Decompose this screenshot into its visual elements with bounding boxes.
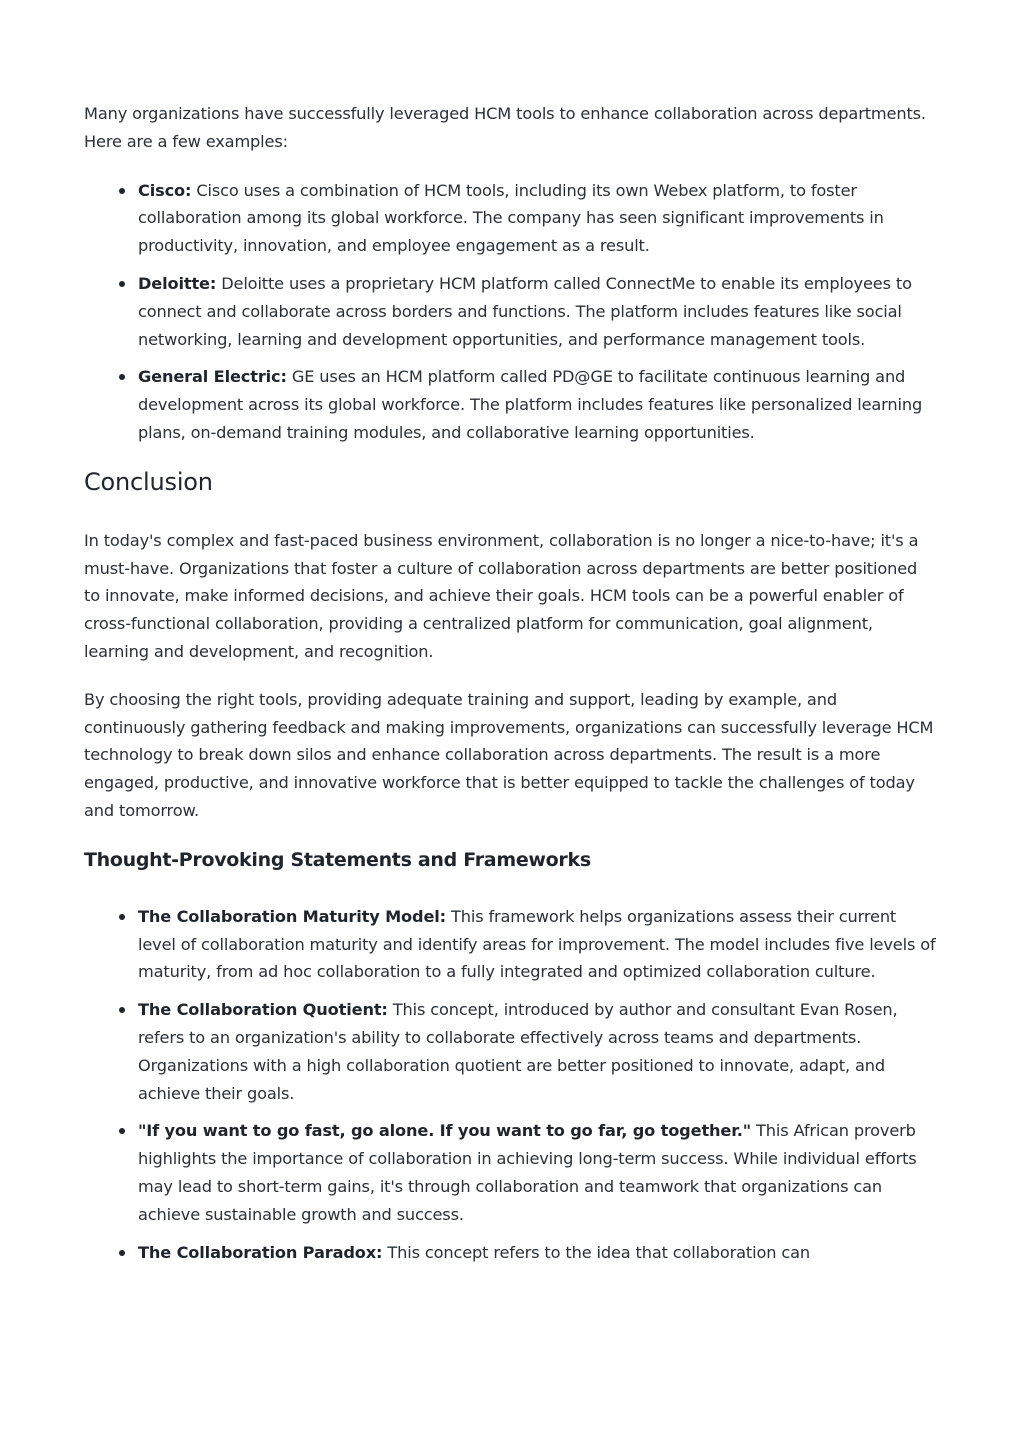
- list-item-text: This concept, introduced by author and consultant Evan Rosen, refers to an organization's ability to collaborate effectively across teams and departments. Organizations with a high collaboration quotient are better positioned to innovate, adapt, and achieve their goals.: [138, 1000, 898, 1103]
- list-item-cisco: [138, 177, 936, 260]
- list-item-maturity-model: [138, 903, 936, 986]
- examples-list: [84, 177, 936, 447]
- list-item-title: The Collaboration Maturity Model:: [138, 906, 447, 926]
- list-item-text: Cisco uses a combination of HCM tools, including its own Webex platform, to foster collaboration among its global workforce. The company has seen significant improvements in productivity, innovation, and employee engagement as a result.: [138, 180, 884, 256]
- list-item-collaboration-quotient: [138, 996, 936, 1107]
- list-item-text: This concept refers to the idea that collaboration can: [382, 1242, 810, 1262]
- conclusion-heading: Conclusion: [84, 467, 213, 496]
- list-item-text: Deloitte uses a proprietary HCM platform called ConnectMe to enable its employees to connect and collaborate across borders and functions. The platform includes features like social networking, learning and development opportunities, and performance management tools.: [138, 273, 912, 349]
- list-item-title: Cisco:: [138, 180, 192, 200]
- list-item-text: This framework helps organizations assess their current level of collaboration maturity and identify areas for improvement. The model includes five levels of maturity, from ad hoc collaboration to a fully integrated and optimized collaboration culture.: [138, 906, 936, 982]
- list-item-title: "If you want to go fast, go alone. If you want to go far, go together.": [138, 1121, 752, 1141]
- list-item-text: This African proverb highlights the importance of collaboration in achieving long-term success. While individual efforts may lead to short-term gains, it's through collaboration and teamwork that organizations can achieve sustainable growth and success.: [138, 1121, 917, 1224]
- list-item-title: Deloitte:: [138, 273, 217, 293]
- conclusion-paragraph-1: In today's complex and fast-paced business environment, collaboration is no longer a nice-to-have; it's a must-have. Organizations that foster a culture of collaboration across departments are better positioned to innovate, make informed decisions, and achieve their goals. HCM tools can be a powerful enabler of cross-functional collaboration, providing a centralized platform for communication, goal alignment, learning and development, and recognition.: [84, 530, 919, 661]
- list-item-title: General Electric:: [138, 367, 287, 387]
- list-item-collaboration-paradox: [138, 1239, 936, 1267]
- conclusion-paragraph-2: By choosing the right tools, providing adequate training and support, leading by example, and continuously gathering feedback and making improvements, organizations can successfully leverage HCM technology to break down silos and enhance collaboration across departments. The result is a more engaged, productive, and innovative workforce that is better equipped to tackle the challenges of today and tomorrow.: [84, 689, 934, 820]
- list-item-title: The Collaboration Quotient:: [138, 1000, 388, 1020]
- frameworks-heading: Thought-Provoking Statements and Frameworks: [84, 848, 591, 871]
- list-item-deloitte: [138, 270, 936, 353]
- frameworks-list: [84, 903, 936, 1267]
- list-item-title: The Collaboration Paradox:: [138, 1242, 383, 1262]
- list-item-text: GE uses an HCM platform called PD@GE to facilitate continuous learning and development across its global workforce. The platform includes features like personalized learning plans, on-demand training modules, and collaborative learning opportunities.: [138, 367, 923, 442]
- list-item-african-proverb: [138, 1117, 936, 1228]
- intro-paragraph: Many organizations have successfully leveraged HCM tools to enhance collaboration across departments. Here are a few examples:: [84, 104, 926, 151]
- list-item-general-electric: [138, 363, 936, 446]
